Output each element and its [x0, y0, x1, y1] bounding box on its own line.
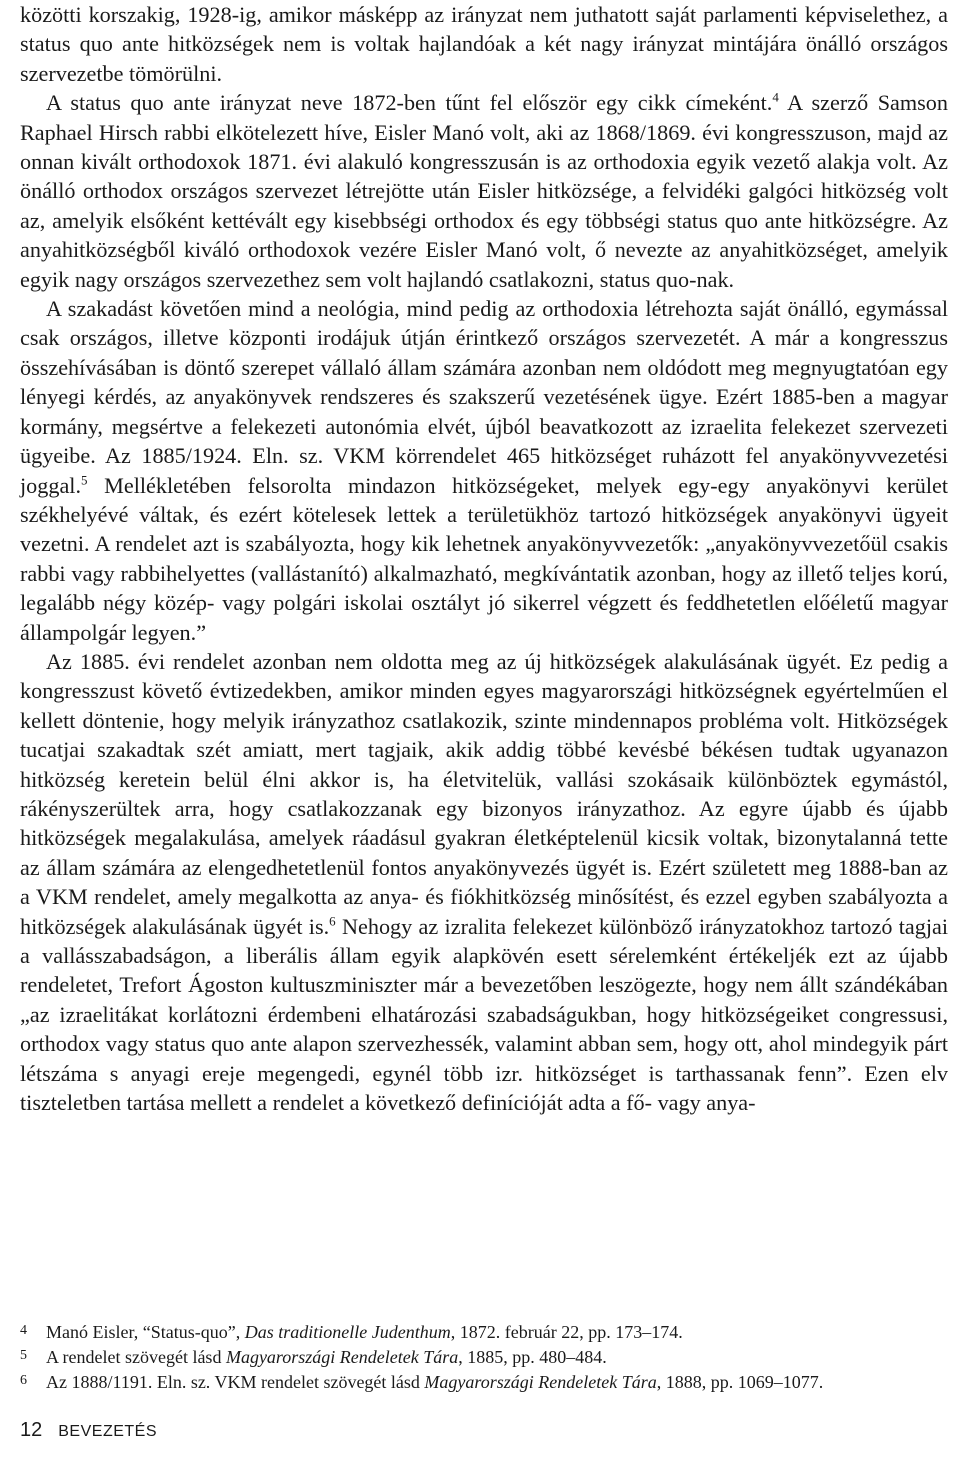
- footnote-title: Magyarországi Rendeletek Tára: [424, 1372, 657, 1392]
- footnote-ref-4[interactable]: 4: [772, 89, 779, 105]
- footnotes: [20, 1320, 948, 1395]
- footnote-4: 4 Manó Eisler, “Status-quo”, Das traditionelle Judenthum, 1872. február 22, pp. 173–174.: [20, 1322, 683, 1342]
- footnote-ref-5[interactable]: 5: [81, 472, 88, 488]
- running-head: BEVEZETÉS: [58, 1423, 157, 1440]
- paragraph-1: közötti korszakig, 1928-ig, amikor másképp az irányzat nem juthatott saját parlamenti képviselethez, a status quo ante hitközségek nem is voltak hajlandóak a két nagy irányzat mintájára önálló országos szervezetbe tömörülni.: [20, 2, 948, 86]
- footnote-6: 6 Az 1888/1191. Eln. sz. VKM rendelet szövegét lásd Magyarországi Rendeletek Tára, 1888, pp. 1069–1077.: [20, 1372, 824, 1392]
- paragraph-2: A status quo ante irányzat neve 1872-ben tűnt fel először egy cikk címeként.$^4$ A szerző Samson Raphael Hirsch rabbi elkötelezett híve, Eisler Manó volt, aki az 1868/1869. évi kongresszuson, majd az onnan kivált orthodoxok 1871. évi alakuló kongresszusán is az orthodoxia egyik vezető alakja volt. Az önálló orthodox országos szervezet létrejötte után Eisler hitközsége, a felvidéki galgóci hitközség volt az, amelyik elsőként kettévált egy kisebbségi orthodox és egy többségi status quo ante hitközségre. Az anyahitközségből kiváló orthodoxok vezére Eisler Manó volt, ő nevezte az anyahitközséget, amelyik egyik nagy országos szervezethez sem volt hajlandó csatlakozni, status quo-nak.: [20, 89, 948, 292]
- paragraph-4: Az 1885. évi rendelet azonban nem oldotta meg az új hitközségek alakulásának ügyét. Ez pedig a kongresszust követő évtizedekben, amikor minden egyes magyarországi hitközségnek egyértelműen el kellett döntenie, hogy melyik irányzathoz csatlakozik, szinte mindennapos probléma volt. Hitközségek tucatjai szakadtak szét amiatt, mert tagjaik, akik addig többé kevésbé békésen tudtak ugyanazon hitközség keretein belül élni akkor is, ha életvitelük, vallási szokásaik különböztek egymástól, rákényszerültek arra, hogy csatlakozzanak egy bizonyos irányzathoz. Az egyre újabb és újabb hitközségek megalakulása, amelyek ráadásul gyakran életképtelenül kicsik voltak, bizonytalanná tette az állam számára az elengedhetetlenül fontos anyakönyvezés ügyét is. Ezért született meg 1888-ban az a VKM rendelet, amely megalkotta az anya- és fiókhitközség minősítést, és ezzel egyben szabályozta a hitközségek alakulásának ügyét is.$^6$ Nehogy az izralita felekezet különböző irányzatokhoz tartozó tagjai a vallásszabadságon, a liberális állam egyik alapkövén esett sérelemként értékeljék ezt az újabb rendeletet, Trefort Ágoston kultuszminiszter már a bevezetőben leszögezte, hogy nem állt szándékában „az izraelitákat korlátozni érdembeni elhatározási szabadságukban, hogy hitközségeiket congressusi, orthodox vagy status quo ante alapon szervezhessék, valamint abban sem, hogy ott, ahol mindegyik párt létszáma s anyagi ereje megengedi, egynél több izr. hitközséget is tarthassanak fenn”. Ezen elv tiszteletben tartása mellett a rendelet a következő definícióját adta a fő- vagy anya-: [20, 648, 949, 1116]
- page-number: 12: [20, 1419, 43, 1441]
- paragraph-3: A szakadást követően mind a neológia, mind pedig az orthodoxia létrehozta saját önálló, egymással csak országos, illetve központi irodájuk útján érintkező országos szervezetét. A már a kongresszus összehívásában is döntő szerepet vállaló állam számára azonban nem oldódott meg megnyugtatóan egy lényegi kérdés, az anyakönyvek rendszeres és szakszerű vezetésének ügye. Ezért 1885-ben a magyar kormány, megsértve a felekezeti autonómia elvét, újból beavatkozott az izraelita felekezet szervezeti ügyeibe. Az 1885/1924. Eln. sz. VKM körrendelet 465 hitközséget ruházott fel anyakönyvvezetési joggal.$^5$ Mellékletében felsorolta mindazon hitközségeket, melyek egy-egy anyakönyvi kerület székhelyévé váltak, és ezért kötelesek lettek a területükhöz tartozó hitközségek anyakönyvi ügyeit vezetni. A rendelet azt is szabályozta, hogy kik lehetnek anyakönyvvezetők: „anyakönyvvezetőül csakis rabbi vagy rabbihelyettes (vallástanító) alkalmazható, megkívántatik azonban, hogy az illető teljes korú, legalább négy közép- vagy polgári iskolai osztályt jó sikerrel végzett és feddhetetlen előéletű magyar állampolgár legyen.”: [20, 296, 948, 645]
- footnote-5: 5 A rendelet szövegét lásd Magyarországi Rendeletek Tára, 1885, pp. 480–484.: [20, 1347, 607, 1367]
- book-page: [20, 0, 949, 1441]
- footnote-title: Das traditionelle Judenthum: [244, 1322, 451, 1342]
- footnote-title: Magyarországi Rendeletek Tára: [225, 1347, 459, 1367]
- footnote-ref-6[interactable]: 6: [329, 913, 336, 929]
- page-footer: [20, 1418, 157, 1444]
- body-text: [20, 0, 948, 1117]
